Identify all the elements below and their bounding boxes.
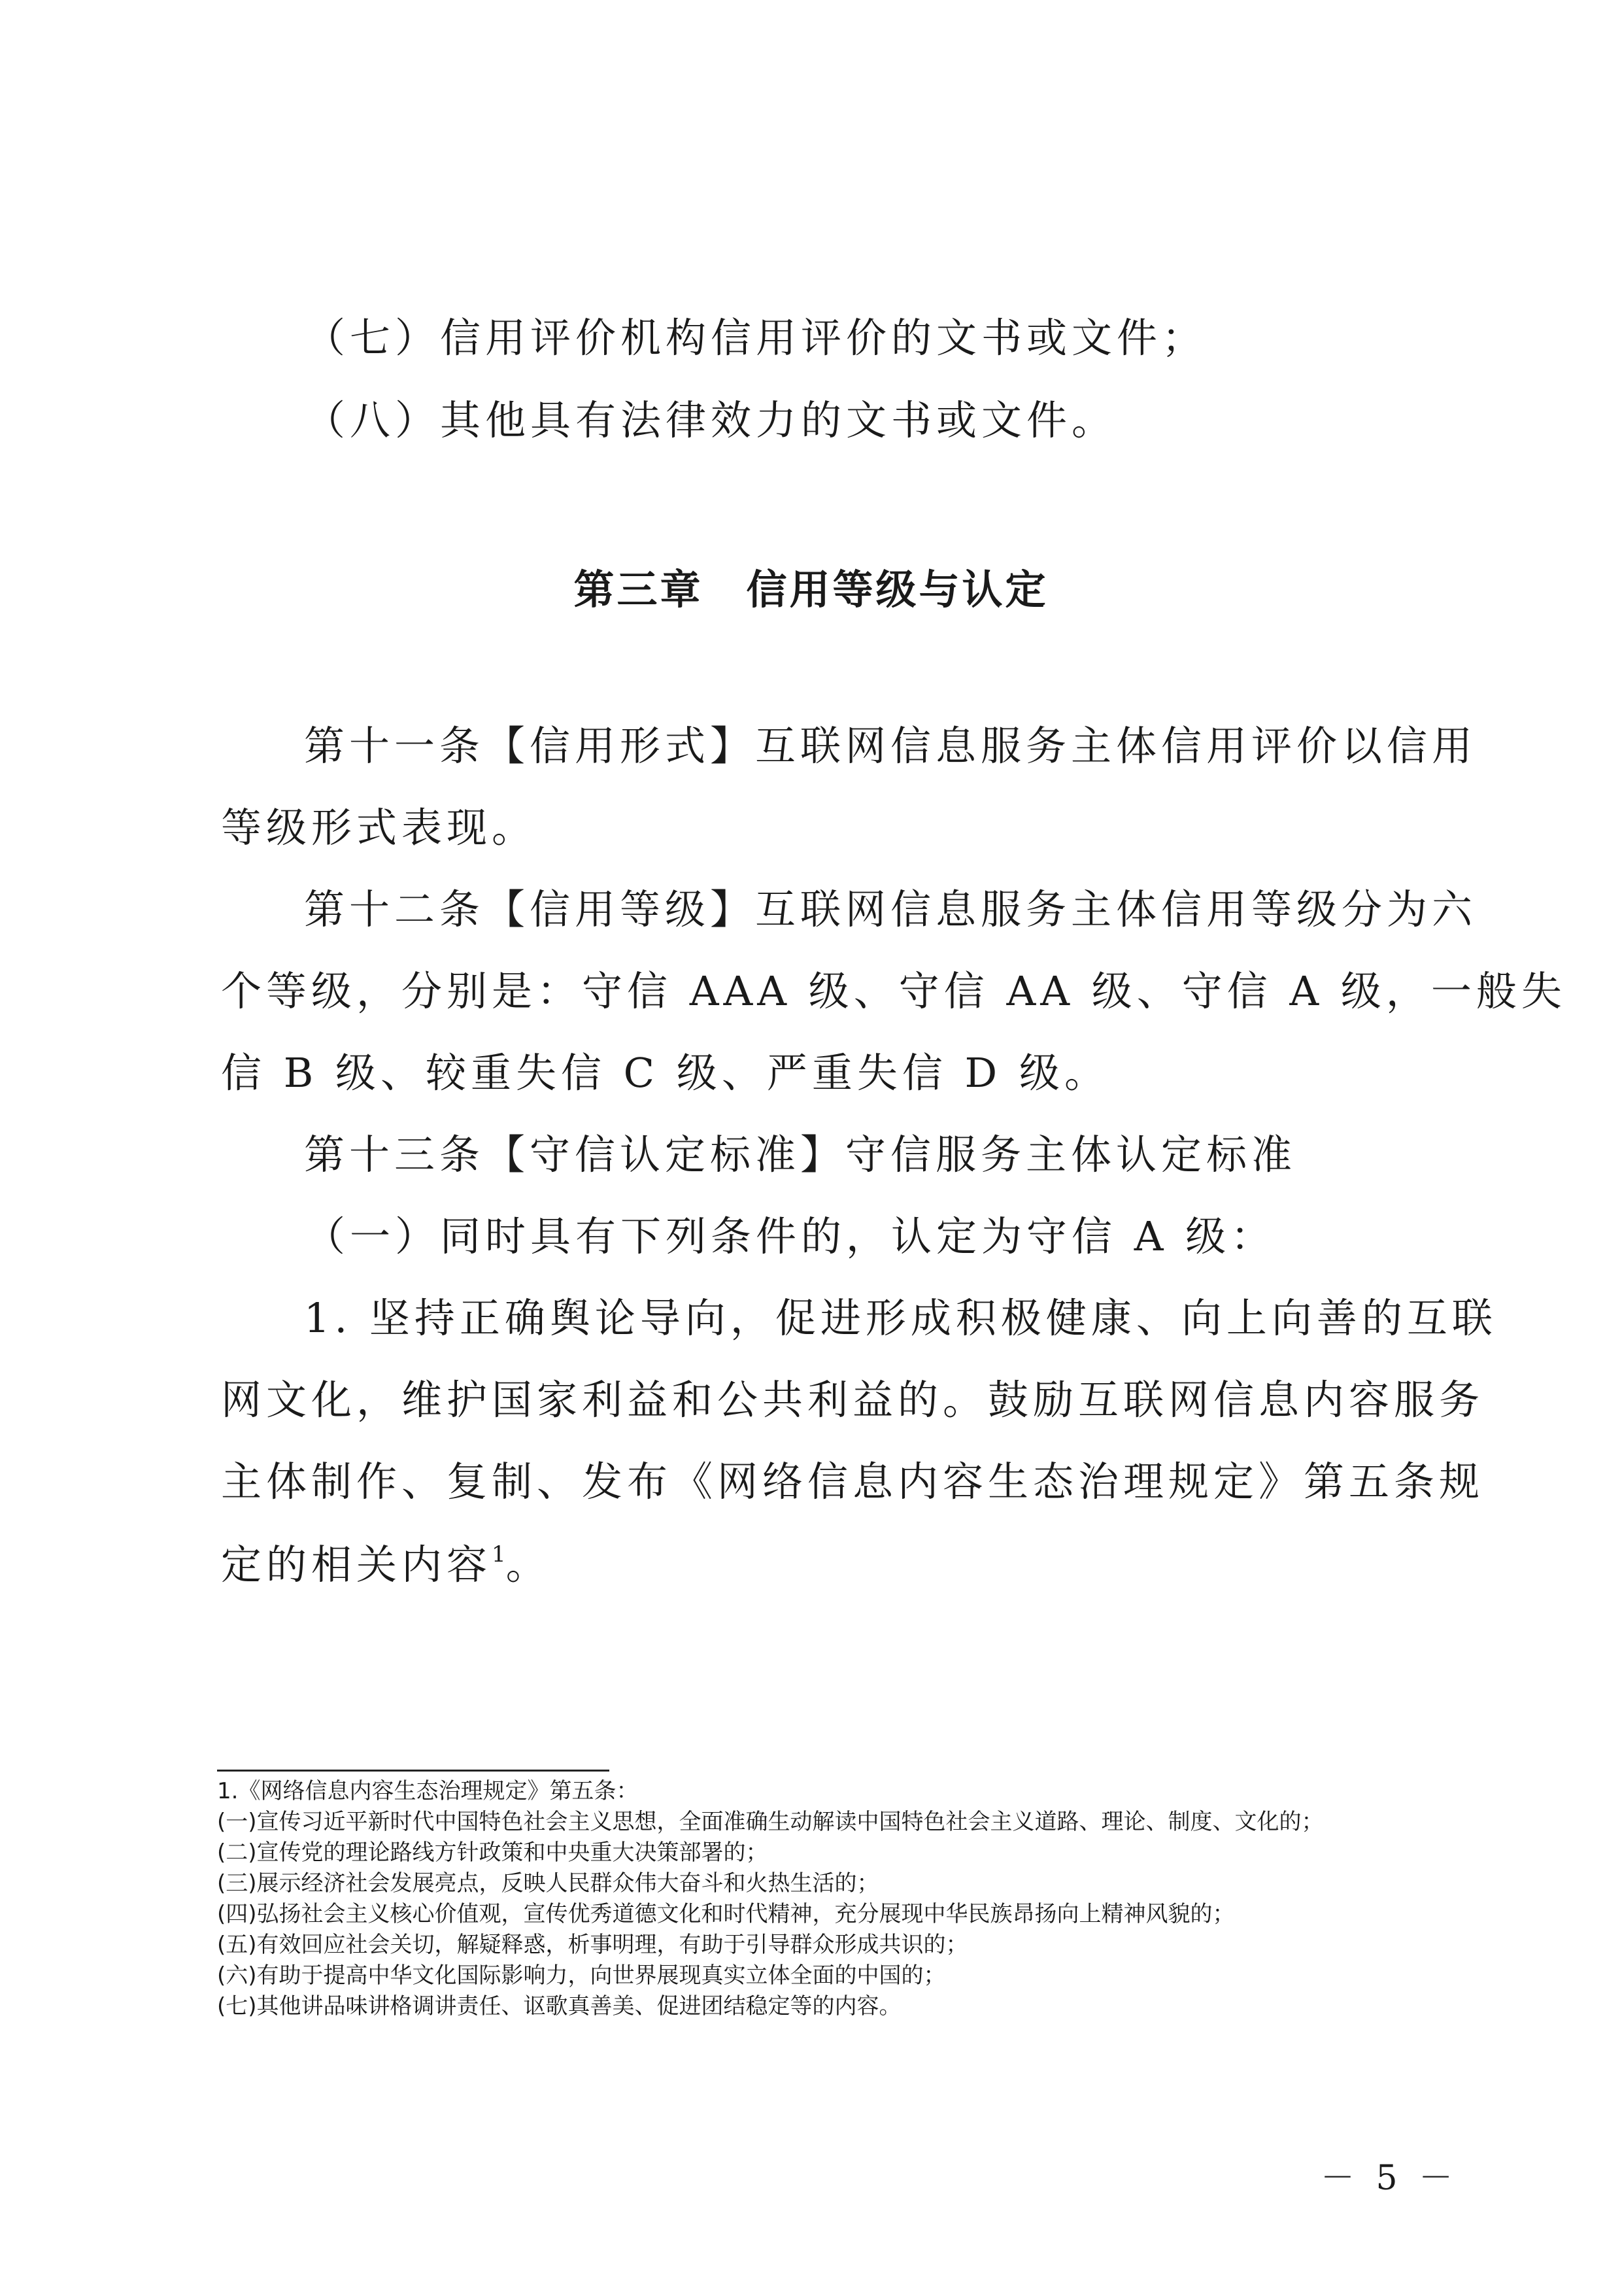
paragraph-line: （七）信用评价机构信用评价的文书或文件； <box>305 314 1208 362</box>
paragraph-text: 。 <box>505 1541 551 1588</box>
footnote-reference: 1 <box>492 1541 506 1568</box>
article-12-line: 个等级，分别是：守信 AAA 级、守信 AA 级、守信 A 级，一般失 <box>221 967 1566 1015</box>
article-13-line: 网文化，维护国家利益和公共利益的。鼓励互联网信息内容服务 <box>221 1376 1485 1424</box>
footnote-line: (五)有效回应社会关切，解疑释惑，析事明理，有助于引导群众形成共识的； <box>217 1932 968 1958</box>
article-13-line: 主体制作、复制、发布《网络信息内容生态治理规定》第五条规 <box>221 1458 1485 1505</box>
article-13-line: 第十三条【守信认定标准】守信服务主体认定标准 <box>304 1131 1297 1178</box>
footnote-line: (三)展示经济社会发展亮点，反映人民群众伟大奋斗和火热生活的； <box>217 1870 879 1896</box>
page-number: － 5 － <box>1321 2159 1459 2198</box>
footnote-line: (一)宣传习近平新时代中国特色社会主义思想，全面准确生动解读中国特色社会主义道路、理论、制度、文化的； <box>217 1809 1324 1835</box>
article-11-line: 第十一条【信用形式】互联网信息服务主体信用评价以信用 <box>304 722 1478 770</box>
article-13-line <box>221 1541 551 1588</box>
article-13-line: （一）同时具有下列条件的，认定为守信 A 级： <box>305 1212 1276 1260</box>
article-11-line: 等级形式表现。 <box>221 804 537 851</box>
footnote-line: (七)其他讲品味讲格调讲责任、讴歌真善美、促进团结稳定等的内容。 <box>217 1993 902 2019</box>
chapter-title: 第三章 信用等级与认定 <box>573 566 1049 613</box>
footnote-line: (四)弘扬社会主义核心价值观，宣传优秀道德文化和时代精神，充分展现中华民族昂扬向上精神风貌的； <box>217 1901 1235 1927</box>
footnote-separator <box>217 1770 609 1772</box>
footnote-line: (二)宣传党的理论路线方针政策和中央重大决策部署的； <box>217 1840 768 1866</box>
article-12-line: 信 B 级、较重失信 C 级、严重失信 D 级。 <box>221 1049 1109 1097</box>
paragraph-text: 定的相关内容 <box>221 1541 492 1588</box>
footnote-line: 1.《网络信息内容生态治理规定》第五条： <box>217 1778 639 1804</box>
article-13-line: 1. 坚持正确舆论导向，促进形成积极健康、向上向善的互联 <box>304 1294 1497 1342</box>
footnote-line: (六)有助于提高中华文化国际影响力，向世界展现真实立体全面的中国的； <box>217 1962 946 1989</box>
paragraph-line: （八）其他具有法律效力的文书或文件。 <box>305 396 1117 444</box>
article-12-line: 第十二条【信用等级】互联网信息服务主体信用等级分为六 <box>304 885 1478 933</box>
